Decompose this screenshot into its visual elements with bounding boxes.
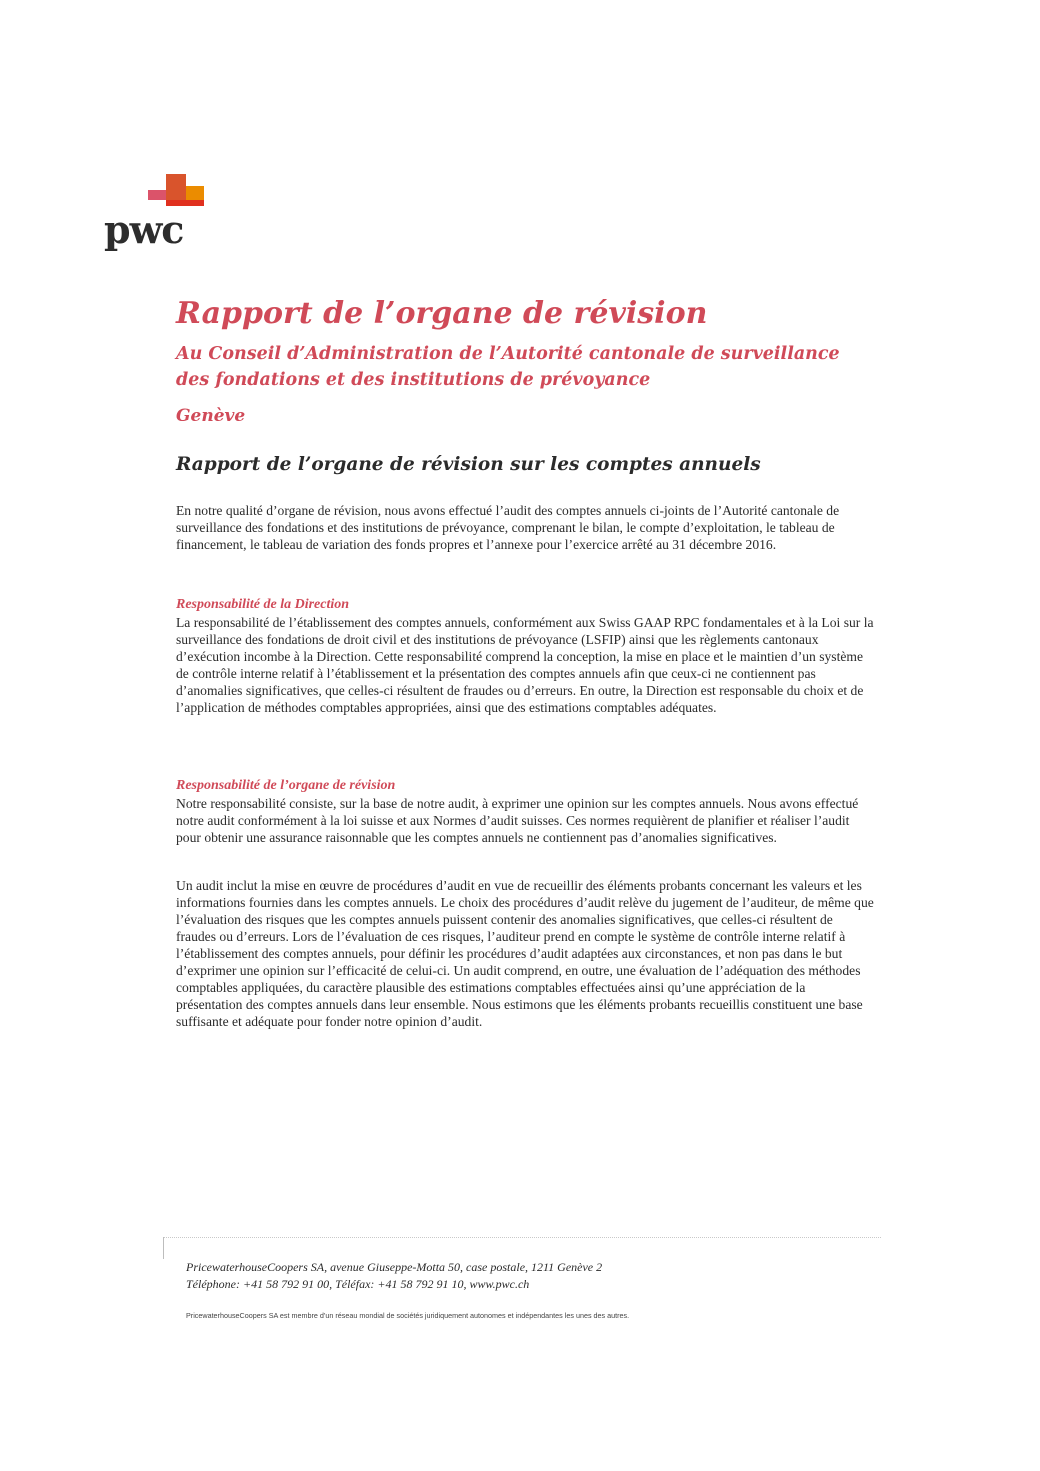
logo-wordmark: pwc	[104, 207, 184, 252]
addressee-subtitle: Au Conseil d’Administration de l’Autorité cantonale de surveillance des fondations et des institutions de prévoyance	[176, 344, 840, 390]
logo-block-dark-orange	[166, 174, 186, 200]
direction-paragraph: La responsabilité de l’établissement des comptes annuels, conformément aux Swiss GAAP RPC fondamentales et à la Loi sur la surveillance des fondations de droit civil et des institutions de prévoyance (LSFIP) ainsi que les règlements cantonaux d’exécution incombe à la Direction. Cette responsabilité comprend la conception, la mise en place et le maintien d’un système de contrôle interne relatif à l’établissement et la présentation des comptes annuels afin que ceux-ci ne contiennent pas d’anomalies significatives, que celles-ci résultent de fraudes ou d’erreurs. En outre, la Direction est responsable du choix et de l’application de méthodes comptables appropriées, ainsi que des estimations comptables adéquates.	[176, 615, 874, 715]
auditor-paragraph-2: Un audit inclut la mise en œuvre de procédures d’audit en vue de recueillir des éléments probants concernant les valeurs et les informations fournies dans les comptes annuels. Le choix des procédures d’audit relève du jugement de l’auditeur, de même que l’évaluation des risques que les comptes annuels puissent contenir des anomalies significatives, que celles-ci résultent de fraudes ou d’erreurs. Lors de l’évaluation de ces risques, l’auditeur prend en compte le système de contrôle interne relatif à l’établissement des comptes annuels, pour définir les procédures d’audit adaptées aux circonstances, et non pas dans le but d’exprimer une opinion sur l’efficacité de celui-ci. Un audit comprend, en outre, une évaluation de l’adéquation des méthodes comptables appliquées, du caractère plausible des estimations comptables effectuées ainsi qu’une appréciation de la présentation des comptes annuels dans leur ensemble. Nous estimons que les éléments probants recueillis constituent une base suffisante et adéquate pour fonder notre opinion d’audit.	[176, 878, 874, 1029]
intro-paragraph: En notre qualité d’organe de révision, nous avons effectué l’audit des comptes annuels ci-joints de l’Autorité cantonale de surveillance des fondations et des institutions de prévoyance, comprenant le bilan, le compte d’exploitation, le tableau de financement, le tableau de variation des fonds propres et l’annexe pour l’exercice arrêté au 31 décembre 2016.	[176, 503, 840, 552]
auditor-paragraph-1: Notre responsabilité consiste, sur la base de notre audit, à exprimer une opinion sur les comptes annuels. Nous avons effectué notre audit conformément à la loi suisse et aux Normes d’audit suisses. Ces normes requièrent de planifier et réaliser l’audit pour obtenir une assurance raisonnable que les comptes annuels ne contiennent pas d’anomalies significatives.	[176, 796, 859, 845]
footer-disclaimer: PricewaterhouseCoopers SA est membre d’un réseau mondial de sociétés juridiquement autonomes et indépendantes les unes des autres.	[186, 1311, 630, 1320]
footer-contact: Téléphone: +41 58 792 91 00, Téléfax: +41 58 792 91 10, www.pwc.ch	[186, 1277, 530, 1291]
direction-heading: Responsabilité de la Direction	[176, 597, 350, 612]
logo-block-orange	[186, 186, 204, 200]
footer-divider	[163, 1237, 881, 1238]
section-title: Rapport de l’organe de révision sur les comptes annuels	[176, 454, 761, 475]
footer-address-block	[186, 1259, 602, 1293]
pwc-logo	[104, 168, 204, 254]
footer-divider-tick	[163, 1237, 164, 1259]
logo-block-rose	[148, 190, 166, 200]
page-title: Rapport de l’organe de révision	[176, 296, 708, 331]
city-label: Genève	[176, 406, 246, 426]
footer-address: PricewaterhouseCoopers SA, avenue Giuseppe-Motta 50, case postale, 1211 Genève 2	[186, 1260, 603, 1274]
logo-block-red	[166, 200, 204, 206]
auditor-heading: Responsabilité de l’organe de révision	[176, 778, 396, 793]
